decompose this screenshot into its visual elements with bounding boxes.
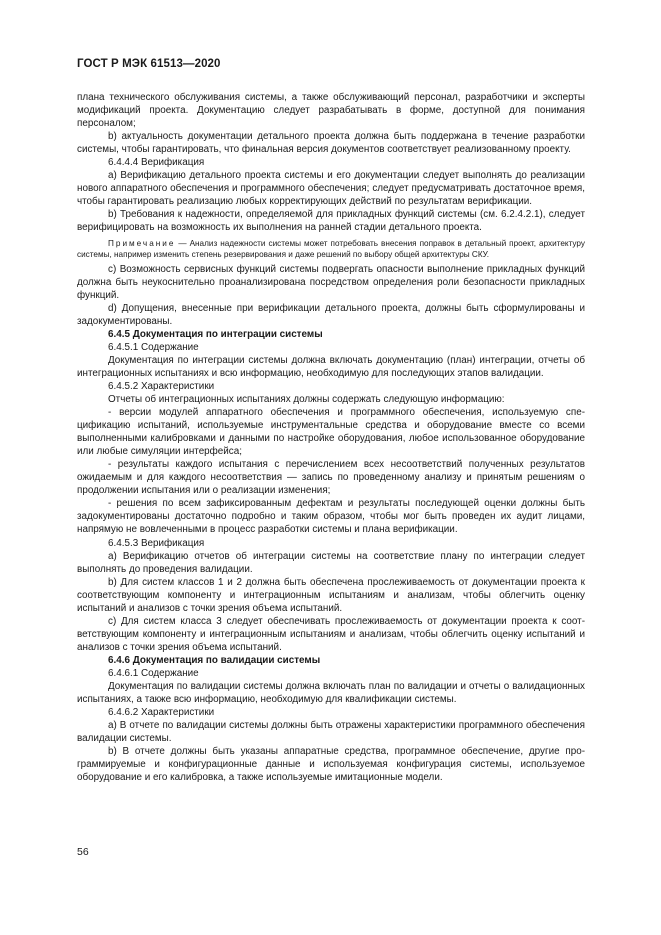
subsection-heading: 6.4.5.1 Содержание: [108, 341, 199, 353]
paragraph: a) Верификацию детального проекта системы и его документации следует выполнять до реализации нового аппаратного обеспечения и программного обеспечения; следует предусматривать достаточное время, чтобы гарантировать реализацию любых корректирующих действий по результатам верификации.: [77, 170, 585, 208]
section-heading: 6.4.6 Документация по валидации системы: [108, 654, 321, 666]
paragraph: Отчеты об интеграционных испытаниях должны содержать следующую информацию:: [108, 393, 505, 405]
list-item: - версии модулей аппаратного обеспечения и программного обеспечения, используемую спецификацию испытаний, используемые инструментальные средства и оборудование вместе со всеми выполненными калибровками и данными по настройке оборудования, любое использованное оборудование или любые симуляции интерфейса;: [77, 407, 585, 458]
section-heading: 6.4.5 Документация по интеграции системы: [108, 328, 323, 340]
subsection-heading: 6.4.6.1 Содержание: [108, 667, 199, 679]
paragraph: Документация по валидации системы должна включать план по валидации и отчеты о валидационных испытаниях, а также всю информацию, необходимую для квалификации системы.: [77, 681, 585, 706]
note: [77, 238, 585, 260]
paragraph: a) Верификацию отчетов об интеграции системы на соответствие плану по интеграции следует выполнять до проведения валидации.: [77, 550, 585, 575]
paragraph: b) Для систем классов 1 и 2 должна быть обеспечена прослеживаемость от документации проекта к соответствующим компоненту и интеграционным испытаниям и анализам, чтобы облегчить оценку испытаний и анализов с точки зрения объема испытаний.: [77, 576, 585, 614]
note-label: Примечание: [108, 238, 176, 248]
paragraph: c) Возможность сервисных функций системы подвергать опасности выполнение прикладных функций должна быть неукоснительно проанализирована посредством определения роли безопасности прикладных функций.: [77, 263, 585, 301]
list-item: - результаты каждого испытания с перечислением всех несоответствий полученных результатов ожидаемым и для каждого несоответствия — запись по проведенному анализу и принятым решениям о продолжении испытания или о реализации изменения;: [77, 459, 585, 497]
paragraph: b) Требования к надежности, определяемой для прикладных функций системы (см. 6.2.4.2.1), следует верифицировать на возможность их выполнения на ранней стадии детального проекта.: [77, 209, 585, 234]
note-text: — Анализ надежности системы может потребовать внесения поправок в детальный проект, архитектуру системы, например изменить степень резервирования и даже решений по выбору общей архитектуры СКУ.: [77, 238, 585, 259]
paragraph: a) В отчете по валидации системы должны быть отражены характеристики программного обеспечения валидации системы.: [77, 720, 585, 745]
page-number: 56: [77, 846, 89, 858]
subsection-heading: 6.4.5.2 Характеристики: [108, 380, 215, 392]
paragraph: b) актуальность документации детального проекта должна быть поддержана в течение разработки системы, чтобы гарантировать, что финальная версия документов соответствует реализованному проекту.: [77, 131, 585, 156]
subsection-heading: 6.4.4.4 Верификация: [108, 157, 205, 169]
list-item: - решения по всем зафиксированным дефектам и результаты последующей оценки должны быть задокументированы достаточно подробно и таким образом, чтобы мог быть проведен их аудит лицами, напрямую не вовлеченными в процесс разработки системы и плана верификации.: [77, 498, 585, 536]
paragraph: b) В отчете должны быть указаны аппаратные средства, программное обеспечение, другие программируемые и конфигурационные данные и используемая конфигурация системы, используемое оборудование и его калибровка, а также используемые имитационные модели.: [77, 746, 585, 784]
paragraph: плана технического обслуживания системы, а также обслуживающий персонал, разработчики и эксперты модификаций проекта. Документацию следует разрабатывать в форме, доступной для понимания персоналом;: [77, 92, 585, 130]
paragraph: c) Для систем класса 3 следует обеспечивать прослеживаемость от документации проекта к соответствующим компоненту и интеграционным испытаниям и анализам, чтобы облегчить оценку испытаний и анализов с точки зрения объема испытаний.: [77, 615, 585, 653]
standard-header: ГОСТ Р МЭК 61513—2020: [77, 58, 221, 70]
paragraph: d) Допущения, внесенные при верификации детального проекта, должны быть сформулированы и задокументированы.: [77, 302, 585, 327]
paragraph: Документация по интеграции системы должна включать документацию (план) интеграции, отчеты об интеграционных испытаниях и всю информацию, необходимую для последующих этапов валидации.: [77, 354, 585, 379]
subsection-heading: 6.4.5.3 Верификация: [108, 537, 205, 549]
subsection-heading: 6.4.6.2 Характеристики: [108, 707, 215, 719]
body-text: [77, 91, 585, 784]
